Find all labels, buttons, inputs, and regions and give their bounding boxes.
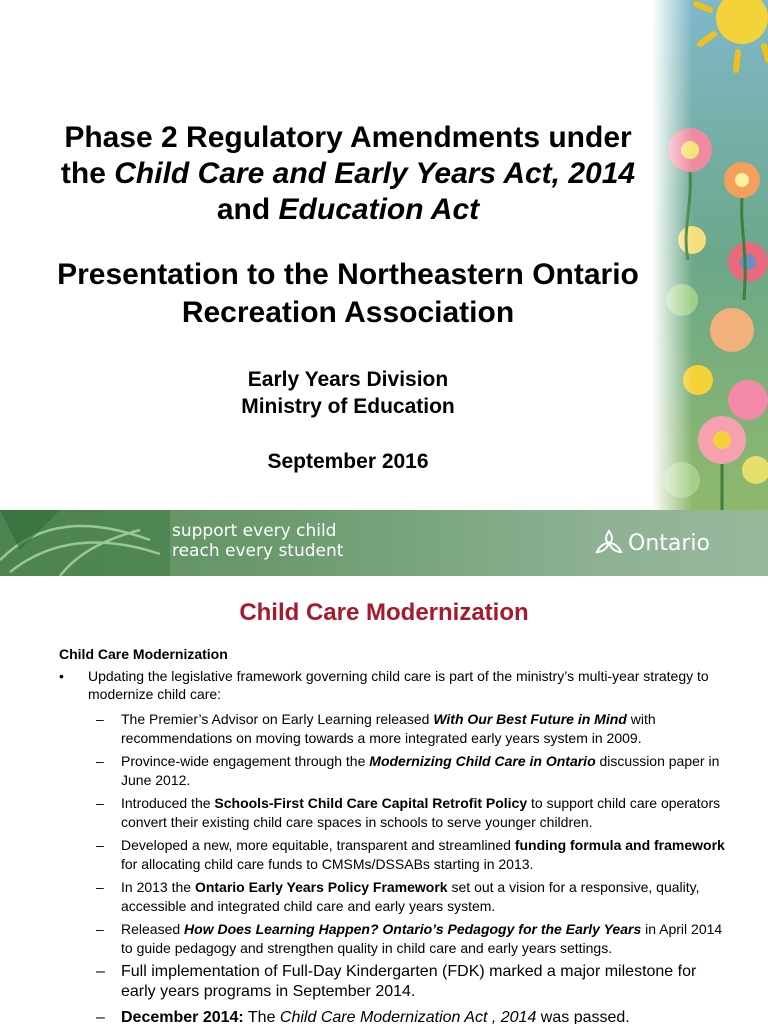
presentation-date: September 2016	[267, 450, 429, 473]
list-item	[96, 1008, 728, 1024]
item-act-name: Child Care Modernization Act	[279, 1009, 488, 1024]
title-line-1: Phase 2 Regulatory Amendments under	[64, 121, 632, 154]
item-emphasis: How Does Learning Happen? Ontario’s Pedagogy for the Early Years	[184, 921, 642, 937]
list-item	[96, 920, 728, 957]
item-text: for allocating child care funds to CMSMs/DSSABs starting in 2013.	[121, 855, 534, 872]
subtitle-line-2: Recreation Association	[181, 296, 515, 329]
ministry-name: Ministry of Education	[241, 395, 455, 418]
sub-bullet-list	[96, 710, 728, 1024]
dash-marker: –	[96, 963, 105, 980]
item-text: in April 2014 to guide pedagogy and strengthen quality in child care and early years settings.	[121, 921, 723, 956]
item-emphasis: funding formula and framework	[514, 837, 725, 853]
title-education-act: Education Act	[278, 193, 480, 226]
item-text: The Premier’s Advisor on Early Learning released	[121, 711, 434, 727]
title-line-2-prefix: the	[60, 157, 115, 190]
children-art-image	[652, 0, 768, 510]
item-text: discussion paper in June 2012.	[121, 753, 720, 788]
item-text: to support child care operators convert their existing child care spaces in schools to serve younger children.	[121, 795, 721, 830]
item-text: In 2013 the	[121, 879, 195, 895]
slide-title: Child Care Modernization	[239, 599, 529, 626]
item-text: The	[243, 1009, 280, 1024]
content-slide	[0, 576, 768, 1024]
presenter-block	[40, 366, 656, 420]
item-text: with recommendations on moving towards a more integrated early years system in 2009.	[121, 711, 656, 746]
list-item	[96, 878, 728, 915]
trillium-icon	[594, 528, 624, 558]
slogan-line-2: reach every student	[172, 541, 344, 561]
subtitle-line-1: Presentation to the Northeastern Ontario	[57, 258, 639, 291]
title-block	[40, 120, 656, 475]
division-name: Early Years Division	[247, 368, 449, 391]
slogan	[172, 521, 343, 561]
presentation-title	[40, 120, 656, 228]
main-bullet-text: Updating the legislative framework governing child care is part of the ministry’s multi-year strategy to modernize child care:	[88, 668, 709, 702]
dash-marker: –	[96, 879, 104, 895]
item-text: Province-wide engagement through the	[121, 753, 370, 769]
item-emphasis: Schools-First Child Care Capital Retrofit Policy	[214, 795, 528, 811]
dash-marker: –	[96, 837, 104, 853]
item-text: Released	[121, 921, 185, 937]
ontario-logo	[594, 528, 710, 558]
dash-marker: –	[96, 1009, 105, 1024]
dash-marker: –	[96, 795, 104, 811]
item-emphasis: Modernizing Child Care in Ontario	[369, 753, 596, 769]
dash-marker: –	[96, 921, 104, 937]
slogan-line-1: support every child	[172, 521, 337, 541]
item-emphasis: December 2014:	[121, 1009, 244, 1024]
swoosh-decoration-icon	[0, 510, 170, 576]
item-text: Introduced the	[121, 795, 215, 811]
item-emphasis: Ontario Early Years Policy Framework	[194, 879, 448, 895]
item-text: Developed a new, more equitable, transparent and streamlined	[121, 837, 515, 853]
list-item	[96, 794, 728, 831]
title-act-name: Child Care and Early Years Act, 2014	[114, 157, 636, 190]
slide-subheading: Child Care Modernization	[59, 646, 228, 662]
item-text: was passed.	[536, 1009, 630, 1024]
main-bullet	[59, 667, 719, 703]
item-emphasis: With Our Best Future in Mind	[433, 711, 627, 727]
list-item	[96, 710, 728, 747]
dash-marker: –	[96, 711, 104, 727]
ontario-wordmark: Ontario	[628, 530, 710, 556]
title-line-3-prefix: and	[216, 193, 279, 226]
bullet-marker: •	[59, 668, 64, 684]
item-act-year: , 2014	[487, 1009, 537, 1024]
item-text: set out a vision for a responsive, quality, accessible and integrated child care and early years system.	[121, 879, 700, 914]
presentation-subtitle	[40, 256, 656, 332]
list-item	[96, 836, 728, 873]
item-text: Full implementation of Full-Day Kindergarten (FDK) marked a major milestone for early years programs in September 2014.	[121, 963, 697, 1000]
dash-marker: –	[96, 753, 104, 769]
footer-banner	[0, 510, 768, 576]
list-item	[96, 752, 728, 789]
list-item	[96, 962, 728, 1002]
